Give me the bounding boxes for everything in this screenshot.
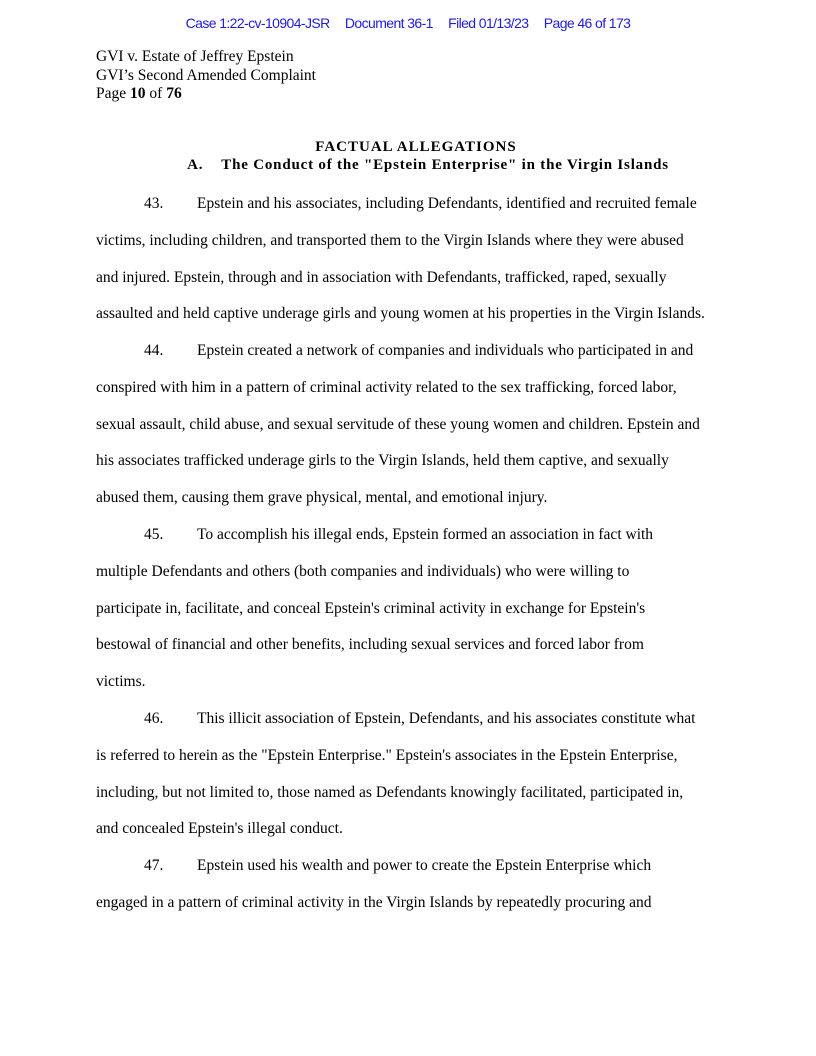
section-heading: FACTUAL ALLEGATIONS [315,139,517,155]
subsection-title: The Conduct of the "Epstein Enterprise" in the Virgin Islands [221,157,669,173]
paragraph-46-line-1: 46. This illicit association of Epstein, Defendants, and his associates constitute what [144,710,696,727]
paragraph-46-line-2: is referred to herein as the "Epstein Enterprise." Epstein's associates in the Epstein Enterprise, [96,747,678,764]
stamp-case-number: Case 1:22-cv-10904-JSR [185,15,330,31]
paragraph-number: 47. [144,857,164,874]
paragraph-44-line-3: sexual assault, child abuse, and sexual servitude of these young women and children. Epstein and [96,416,700,433]
paragraph-45-line-1: 45. To accomplish his illegal ends, Epstein formed an association in fact with [144,526,654,543]
page-number: 10 [130,85,146,102]
stamp-page-count: Page 46 of 173 [543,15,631,31]
paragraph-number: 44. [144,342,164,359]
paragraph-43-line-1: 43. Epstein and his associates, including Defendants, identified and recruited female [144,195,697,212]
paragraph-43-line-4: assaulted and held captive underage girls and young women at his properties in the Virgin Islands. [96,305,705,322]
paragraph-43-line-2: victims, including children, and transported them to the Virgin Islands where they were abused [96,232,684,249]
paragraph-45-line-5: victims. [96,673,146,690]
caption-case-title: GVI v. Estate of Jeffrey Epstein [96,48,294,65]
paragraph-46-line-3: including, but not limited to, those named as Defendants knowingly facilitated, participated in, [96,784,684,801]
paragraph-45-line-3: participate in, facilitate, and conceal Epstein's criminal activity in exchange for Epstein's [96,600,646,617]
paragraph-44-line-2: conspired with him in a pattern of criminal activity related to the sex trafficking, forced labor, [96,379,677,396]
page-total: 76 [166,85,182,102]
paragraph-47-line-2: engaged in a pattern of criminal activity in the Virgin Islands by repeatedly procuring and [96,894,652,911]
paragraph-45-line-2: multiple Defendants and others (both companies and individuals) who were willing to [96,563,630,580]
paragraph-45-line-4: bestowal of financial and other benefits, including sexual services and forced labor from [96,636,644,653]
paragraph-number: 43. [144,195,164,212]
document-caption [96,48,316,104]
caption-page-indicator [96,85,316,104]
paragraph-44-line-4: his associates trafficked underage girls to the Virgin Islands, held them captive, and sexually [96,452,669,469]
paragraph-44-line-5: abused them, causing them grave physical, mental, and emotional injury. [96,489,548,506]
paragraph-46-line-4: and concealed Epstein's illegal conduct. [96,820,343,837]
page-label: Page [96,85,127,102]
page-of-label: of [149,85,163,102]
paragraph-43-line-3: and injured. Epstein, through and in association with Defendants, trafficked, raped, sexually [96,269,667,286]
stamp-document-number: Document 36-1 [344,15,433,31]
stamp-filed-date: Filed 01/13/23 [448,15,529,31]
paragraph-47-line-1: 47. Epstein used his wealth and power to create the Epstein Enterprise which [144,857,652,874]
court-filing-header-stamp [0,15,816,35]
caption-document-title: GVI’s Second Amended Complaint [96,66,316,84]
subsection-letter: A. [187,157,204,173]
paragraph-number: 45. [144,526,164,543]
paragraph-number: 46. [144,710,164,727]
paragraph-44-line-1: 44. Epstein created a network of companies and individuals who participated in and [144,342,694,359]
subsection-heading [20,157,816,174]
